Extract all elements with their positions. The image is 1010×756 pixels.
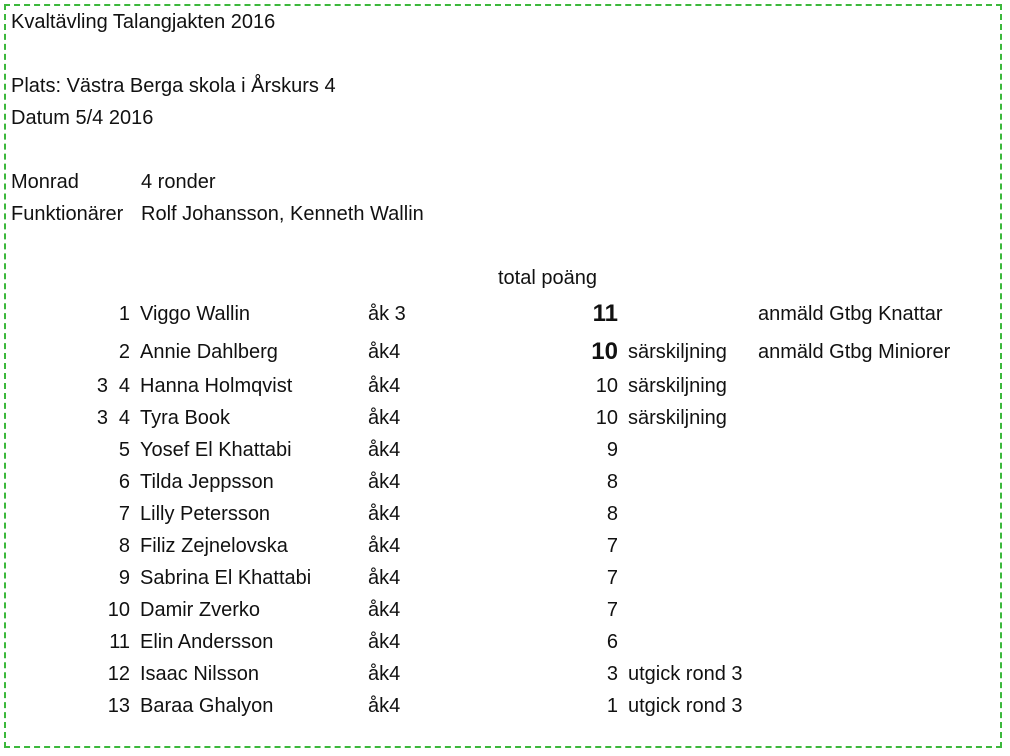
- row-grade: åk4: [368, 535, 401, 557]
- row-points: 8: [606, 503, 618, 525]
- row-name: Hanna Holmqvist: [140, 375, 293, 397]
- row-grade: åk4: [368, 663, 401, 685]
- row-name: Yosef El Khattabi: [140, 439, 292, 461]
- row-name: Baraa Ghalyon: [140, 695, 274, 717]
- system-value: 4 ronder: [141, 171, 216, 193]
- row-rank: 13: [107, 695, 130, 717]
- row-rank: 11: [109, 631, 130, 653]
- row-rank: 10: [107, 599, 130, 621]
- row-grade: åk4: [368, 599, 401, 621]
- row-grade: åk4: [368, 439, 401, 461]
- row-rank: 4: [118, 375, 130, 397]
- row-points: 7: [606, 599, 618, 621]
- row-grade: åk4: [368, 407, 401, 429]
- row-name: Filiz Zejnelovska: [140, 535, 288, 557]
- date-line: Datum 5/4 2016: [11, 107, 154, 129]
- row-note: utgick rond 3: [628, 695, 743, 717]
- row-rank: 4: [118, 407, 130, 429]
- row-grade: åk4: [368, 695, 401, 717]
- row-grade: åk4: [368, 471, 401, 493]
- row-note: särskiljning: [628, 341, 727, 363]
- row-name: Annie Dahlberg: [140, 341, 278, 363]
- row-tie-rank: 3: [96, 407, 108, 429]
- row-points: 11: [592, 300, 618, 327]
- row-points: 6: [606, 631, 618, 653]
- row-note: utgick rond 3: [628, 663, 743, 685]
- row-points: 10: [595, 407, 618, 429]
- row-rank: 5: [118, 439, 130, 461]
- row-grade: åk4: [368, 631, 401, 653]
- row-grade: åk4: [368, 567, 401, 589]
- row-rank: 2: [118, 341, 130, 363]
- row-name: Damir Zverko: [140, 599, 261, 621]
- row-name: Sabrina El Khattabi: [140, 567, 312, 589]
- row-rank: 8: [118, 535, 130, 557]
- row-name: Lilly Petersson: [140, 503, 271, 525]
- system-label: Monrad: [11, 171, 79, 193]
- officials-label: Funktionärer: [11, 203, 124, 225]
- row-tie-rank: 3: [96, 375, 108, 397]
- row-rank: 9: [118, 567, 130, 589]
- row-points: 7: [606, 567, 618, 589]
- row-points: 9: [606, 439, 618, 461]
- row-note: särskiljning: [628, 407, 727, 429]
- row-points: 10: [595, 375, 618, 397]
- row-note: särskiljning: [628, 375, 727, 397]
- row-grade: åk4: [368, 341, 401, 363]
- row-grade: åk4: [368, 375, 401, 397]
- row-name: Elin Andersson: [140, 631, 274, 653]
- row-name: Isaac Nilsson: [140, 663, 259, 685]
- row-rank: 6: [118, 471, 130, 493]
- row-rank: 12: [107, 663, 130, 685]
- row-name: Viggo Wallin: [140, 303, 251, 325]
- row-rank: 1: [118, 303, 130, 325]
- row-registration: anmäld Gtbg Knattar: [758, 303, 943, 325]
- row-registration: anmäld Gtbg Miniorer: [758, 341, 951, 363]
- row-name: Tyra Book: [140, 407, 231, 429]
- place-line: Plats: Västra Berga skola i Årskurs 4: [11, 75, 336, 97]
- row-points: 10: [591, 338, 618, 365]
- row-points: 8: [606, 471, 618, 493]
- row-grade: åk 3: [368, 303, 406, 325]
- row-points: 7: [606, 535, 618, 557]
- points-column-header: total poäng: [498, 267, 597, 289]
- row-points: 1: [606, 695, 618, 717]
- row-grade: åk4: [368, 503, 401, 525]
- row-name: Tilda Jeppsson: [140, 471, 274, 493]
- row-points: 3: [606, 663, 618, 685]
- document-title: Kvaltävling Talangjakten 2016: [11, 11, 276, 33]
- officials-value: Rolf Johansson, Kenneth Wallin: [141, 203, 424, 225]
- row-rank: 7: [118, 503, 130, 525]
